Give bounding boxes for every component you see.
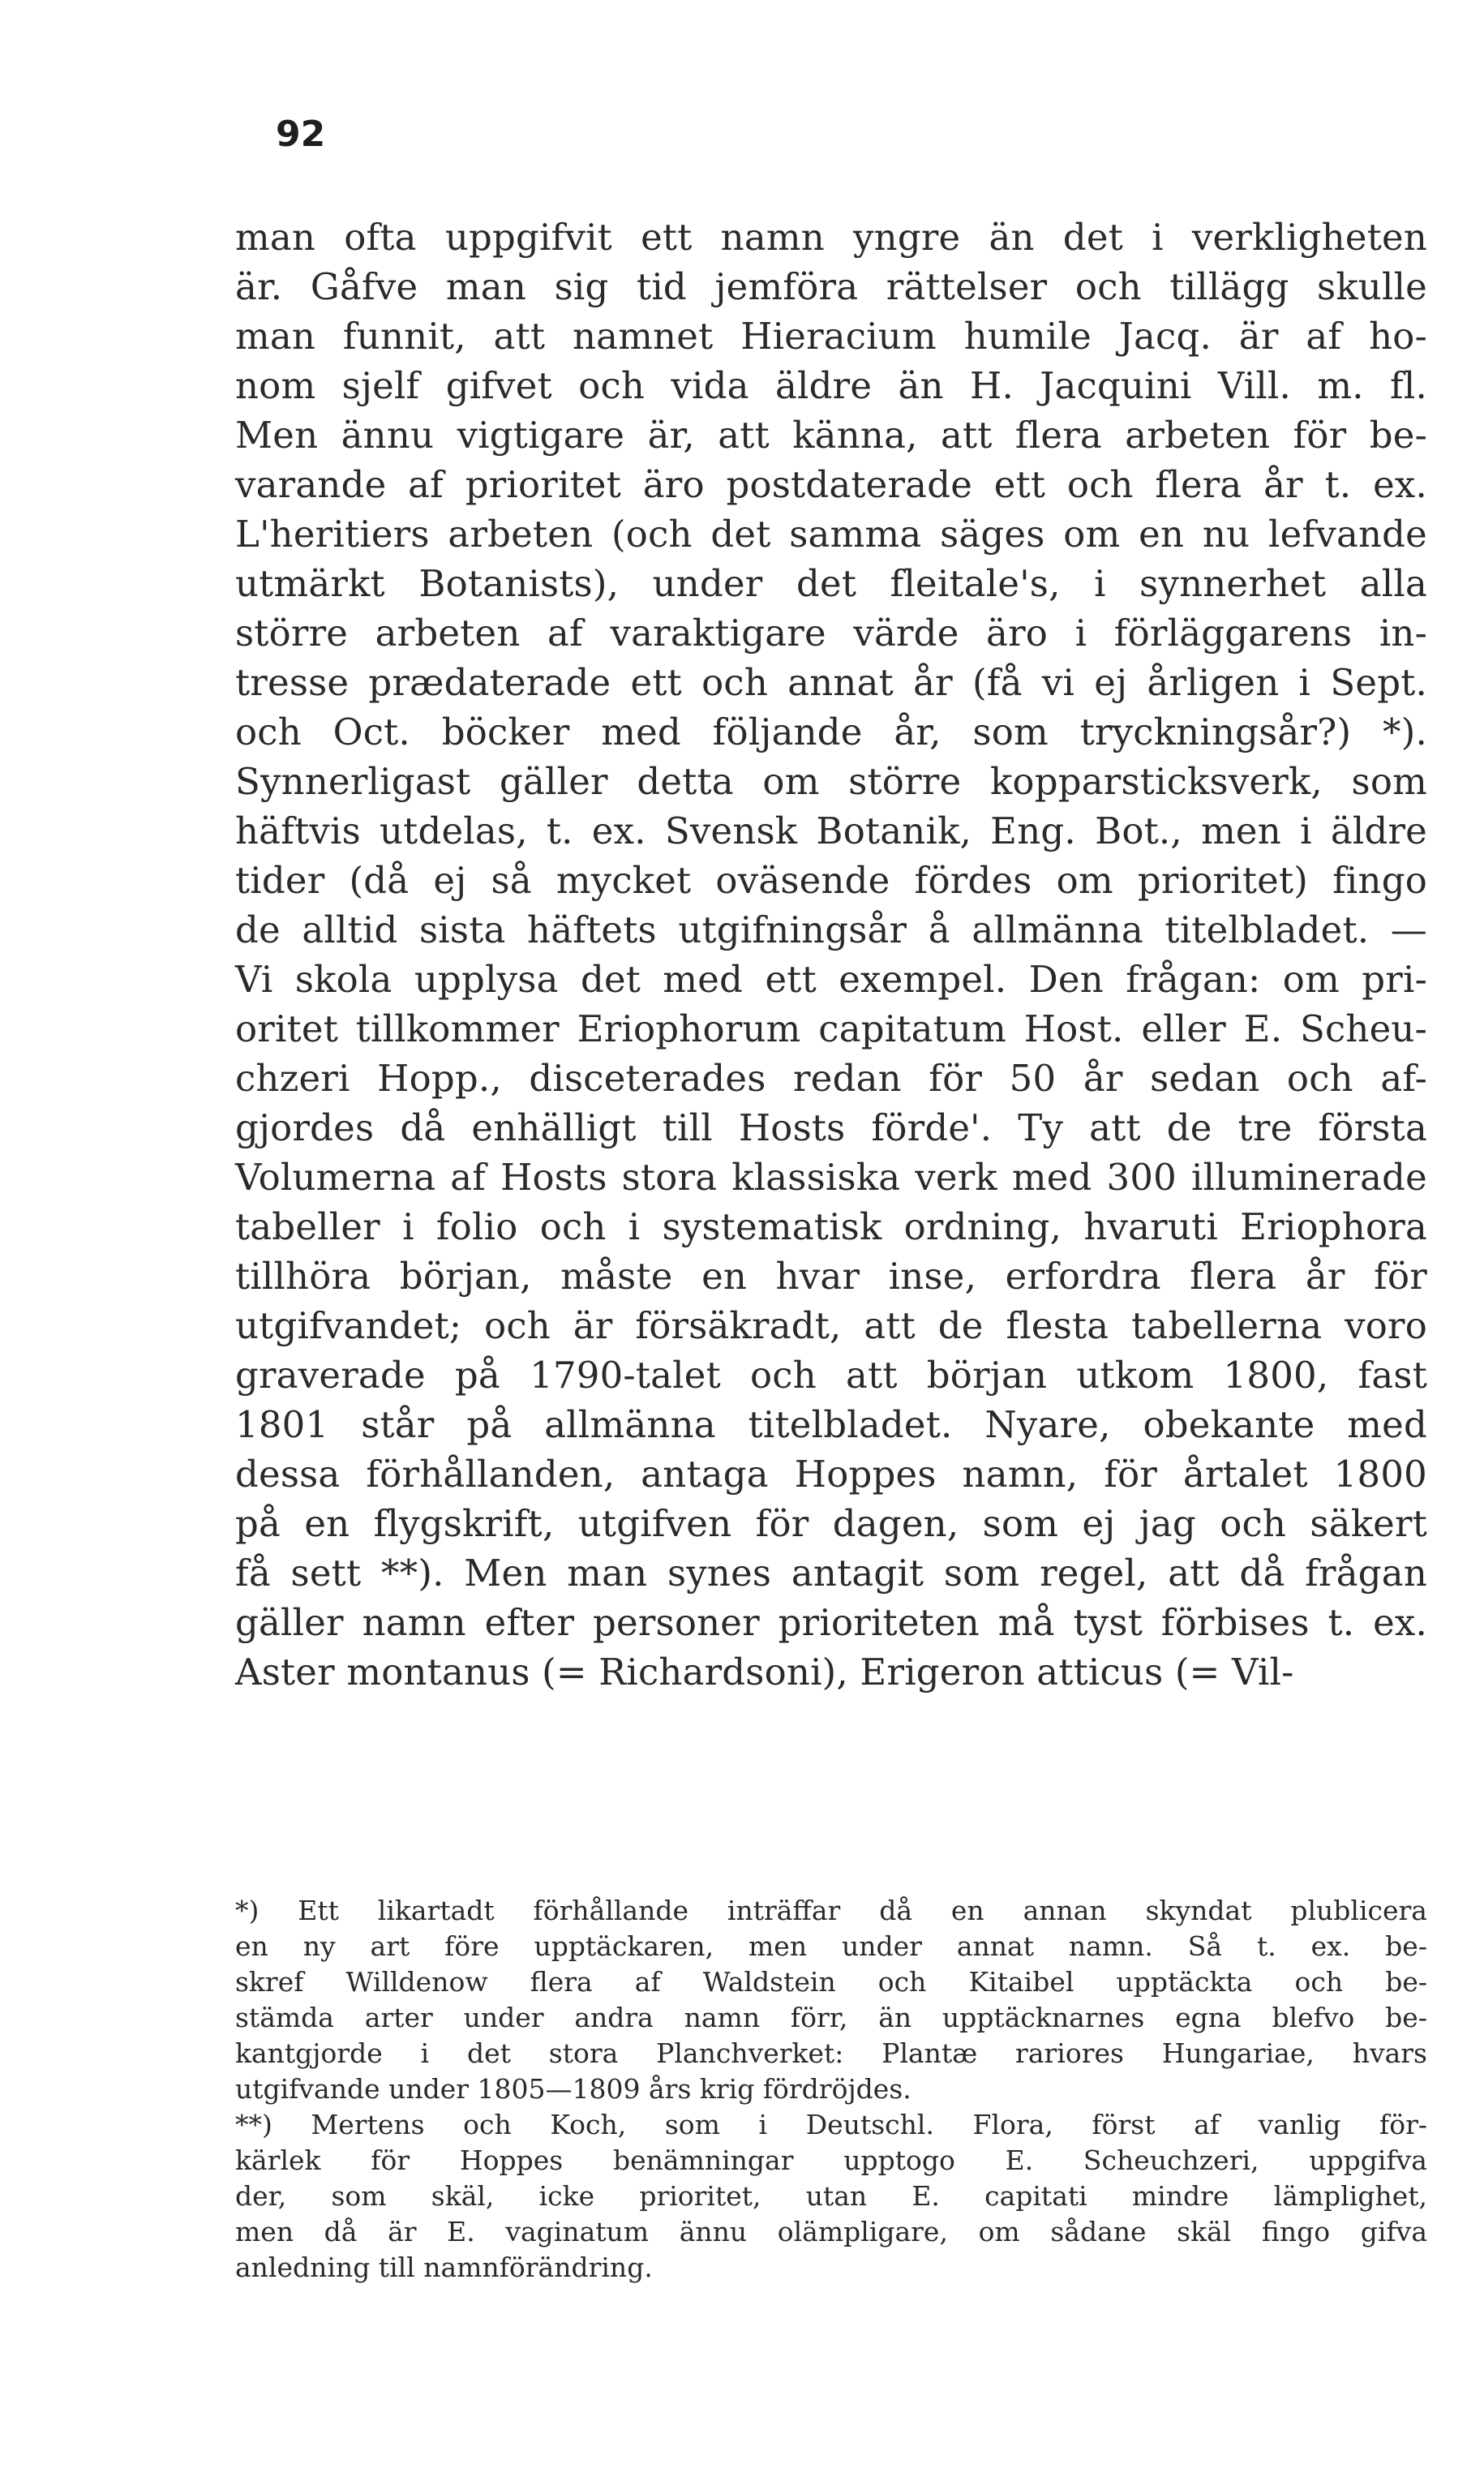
body-line: tabeller i folio och i systematisk ordning, hvaruti Eriophora xyxy=(235,1205,1427,1248)
footnote-line: kärlek för Hoppes benämningar upptogo E. Scheuchzeri, uppgifva xyxy=(235,2144,1427,2176)
body-line: Volumerna af Hosts stora klassiska verk med 300 illuminerade xyxy=(235,1156,1427,1199)
body-line: Aster montanus (= Richardsoni), Erigeron atticus (= Vil- xyxy=(235,1651,1294,1694)
footnote-line: anledning till namnförändring. xyxy=(235,2252,653,2283)
body-line: 1801 står på allmänna titelbladet. Nyare, obekante med xyxy=(235,1403,1427,1446)
body-line: få sett **). Men man synes antagit som regel, att då frågan xyxy=(235,1552,1427,1595)
body-line: oritet tillkommer Eriophorum capitatum Host. eller E. Scheu- xyxy=(235,1007,1427,1050)
body-line: dessa förhållanden, antaga Hoppes namn, för årtalet 1800 xyxy=(235,1453,1427,1496)
body-line: gjordes då enhälligt till Hosts förde'. Ty att de tre första xyxy=(235,1106,1427,1149)
body-line: gäller namn efter personer prioriteten må tyst förbises t. ex. xyxy=(235,1601,1427,1644)
page-number: 92 xyxy=(276,114,326,155)
body-line: häftvis utdelas, t. ex. Svensk Botanik, Eng. Bot., men i äldre xyxy=(235,809,1427,852)
footnote-line: stämda arter under andra namn förr, än upptäcknarnes egna blefvo be- xyxy=(235,2002,1427,2033)
body-line: utgifvandet; och är försäkradt, att de flesta tabellerna voro xyxy=(235,1304,1427,1347)
body-line: nom sjelf gifvet och vida äldre än H. Jacquini Vill. m. fl. xyxy=(235,364,1427,407)
footnote-line: **) Mertens och Koch, som i Deutschl. Flora, först af vanlig för- xyxy=(235,2109,1427,2140)
body-line: varande af prioritet äro postdaterade ett och flera år t. ex. xyxy=(235,463,1427,506)
body-line: Vi skola upplysa det med ett exempel. Den frågan: om pri- xyxy=(235,958,1427,1001)
body-line: de alltid sista häftets utgifningsår å allmänna titelbladet. — xyxy=(235,908,1427,951)
footnote-line: der, som skäl, icke prioritet, utan E. capitati mindre lämplighet, xyxy=(235,2180,1427,2212)
body-line: utmärkt Botanists), under det fleitale's, i synnerhet alla xyxy=(235,562,1427,605)
body-line: L'heritiers arbeten (och det samma säges om en nu lefvande xyxy=(235,513,1427,556)
body-line: tider (då ej så mycket oväsende fördes om prioritet) fingo xyxy=(235,859,1427,902)
body-line: och Oct. böcker med följande år, som tryckningsår?) *). xyxy=(235,710,1427,753)
footnote-line: *) Ett likartadt förhållande inträffar då en annan skyndat plublicera xyxy=(235,1895,1427,1926)
footnote-line: en ny art före upptäckaren, men under annat namn. Så t. ex. be- xyxy=(235,1930,1427,1962)
body-line: man funnit, att namnet Hieracium humile Jacq. är af ho- xyxy=(235,315,1427,358)
footnote-line: men då är E. vaginatum ännu olämpligare, om sådane skäl fingo gifva xyxy=(235,2216,1427,2247)
body-line: chzeri Hopp., disceterades redan för 50 år sedan och af- xyxy=(235,1057,1427,1100)
body-line: Men ännu vigtigare är, att känna, att flera arbeten för be- xyxy=(235,414,1427,457)
body-line: tillhöra början, måste en hvar inse, erfordra flera år för xyxy=(235,1255,1427,1298)
body-line: man ofta uppgifvit ett namn yngre än det i verkligheten xyxy=(235,216,1427,259)
footnote-line: skref Willdenow flera af Waldstein och Kitaibel upptäckta och be- xyxy=(235,1966,1427,1998)
body-line: är. Gåfve man sig tid jemföra rättelser och tillägg skulle xyxy=(235,265,1427,308)
body-line: större arbeten af varaktigare värde äro i förläggarens in- xyxy=(235,612,1427,655)
body-line: graverade på 1790-talet och att början utkom 1800, fast xyxy=(235,1354,1427,1397)
body-line: på en flygskrift, utgifven för dagen, som ej jag och säkert xyxy=(235,1502,1427,1545)
footnote-line: utgifvande under 1805—1809 års krig fördröjdes. xyxy=(235,2073,911,2105)
body-line: tresse prædaterade ett och annat år (få vi ej årligen i Sept. xyxy=(235,661,1427,704)
body-text xyxy=(235,212,1427,1697)
footnotes xyxy=(235,1893,1427,2286)
footnote-line: kantgjorde i det stora Planchverket: Plantæ rariores Hungariae, hvars xyxy=(235,2037,1427,2069)
body-line: Synnerligast gäller detta om större kopparsticksverk, som xyxy=(235,760,1427,803)
